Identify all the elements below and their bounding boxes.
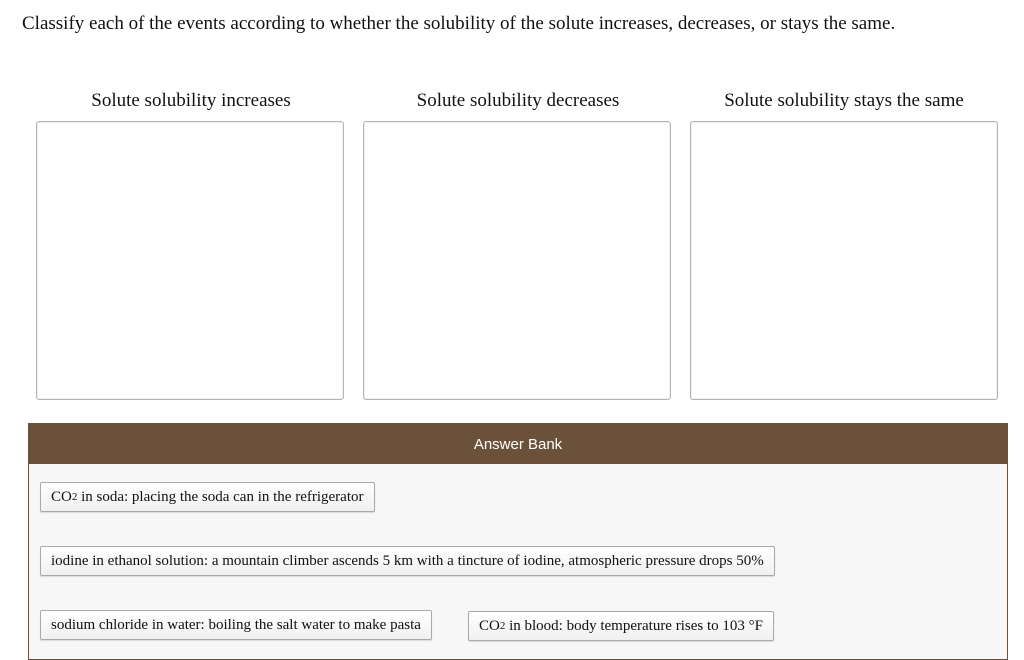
column-label-stays-same: Solute solubility stays the same (724, 90, 964, 111)
chip-text: in blood: body temperature rises to 103 °F (505, 617, 763, 634)
chip-text-prefix: CO (51, 488, 72, 505)
question-prompt: Classify each of the events according to whether the solubility of the solute increases, decreases, or stays the same. (22, 13, 896, 34)
answer-chip-co2-soda[interactable] (40, 482, 375, 512)
drop-zone-stays-same[interactable] (690, 121, 998, 400)
answer-chip-sodium-chloride[interactable] (40, 610, 432, 640)
answer-bank (28, 423, 1008, 660)
column-label-increases: Solute solubility increases (91, 90, 291, 111)
chip-text-subscript: 2 (71, 491, 78, 503)
drop-zone-decreases[interactable] (363, 121, 671, 400)
answer-chip-iodine-ethanol[interactable] (40, 546, 775, 576)
chip-text: in soda: placing the soda can in the refrigerator (77, 488, 364, 505)
answer-chip-co2-blood[interactable] (468, 611, 774, 641)
chip-text-subscript: 2 (499, 620, 506, 632)
chip-text-prefix: CO (479, 617, 500, 634)
chip-text: sodium chloride in water: boiling the salt water to make pasta (51, 616, 421, 633)
column-label-decreases: Solute solubility decreases (416, 90, 620, 111)
drop-zone-increases[interactable] (36, 121, 344, 400)
answer-bank-header (29, 424, 1007, 464)
answer-bank-title: Answer Bank (473, 435, 563, 453)
chip-text: iodine in ethanol solution: a mountain climber ascends 5 km with a tincture of iodine, atmospheric pressure drops 50% (51, 552, 764, 569)
